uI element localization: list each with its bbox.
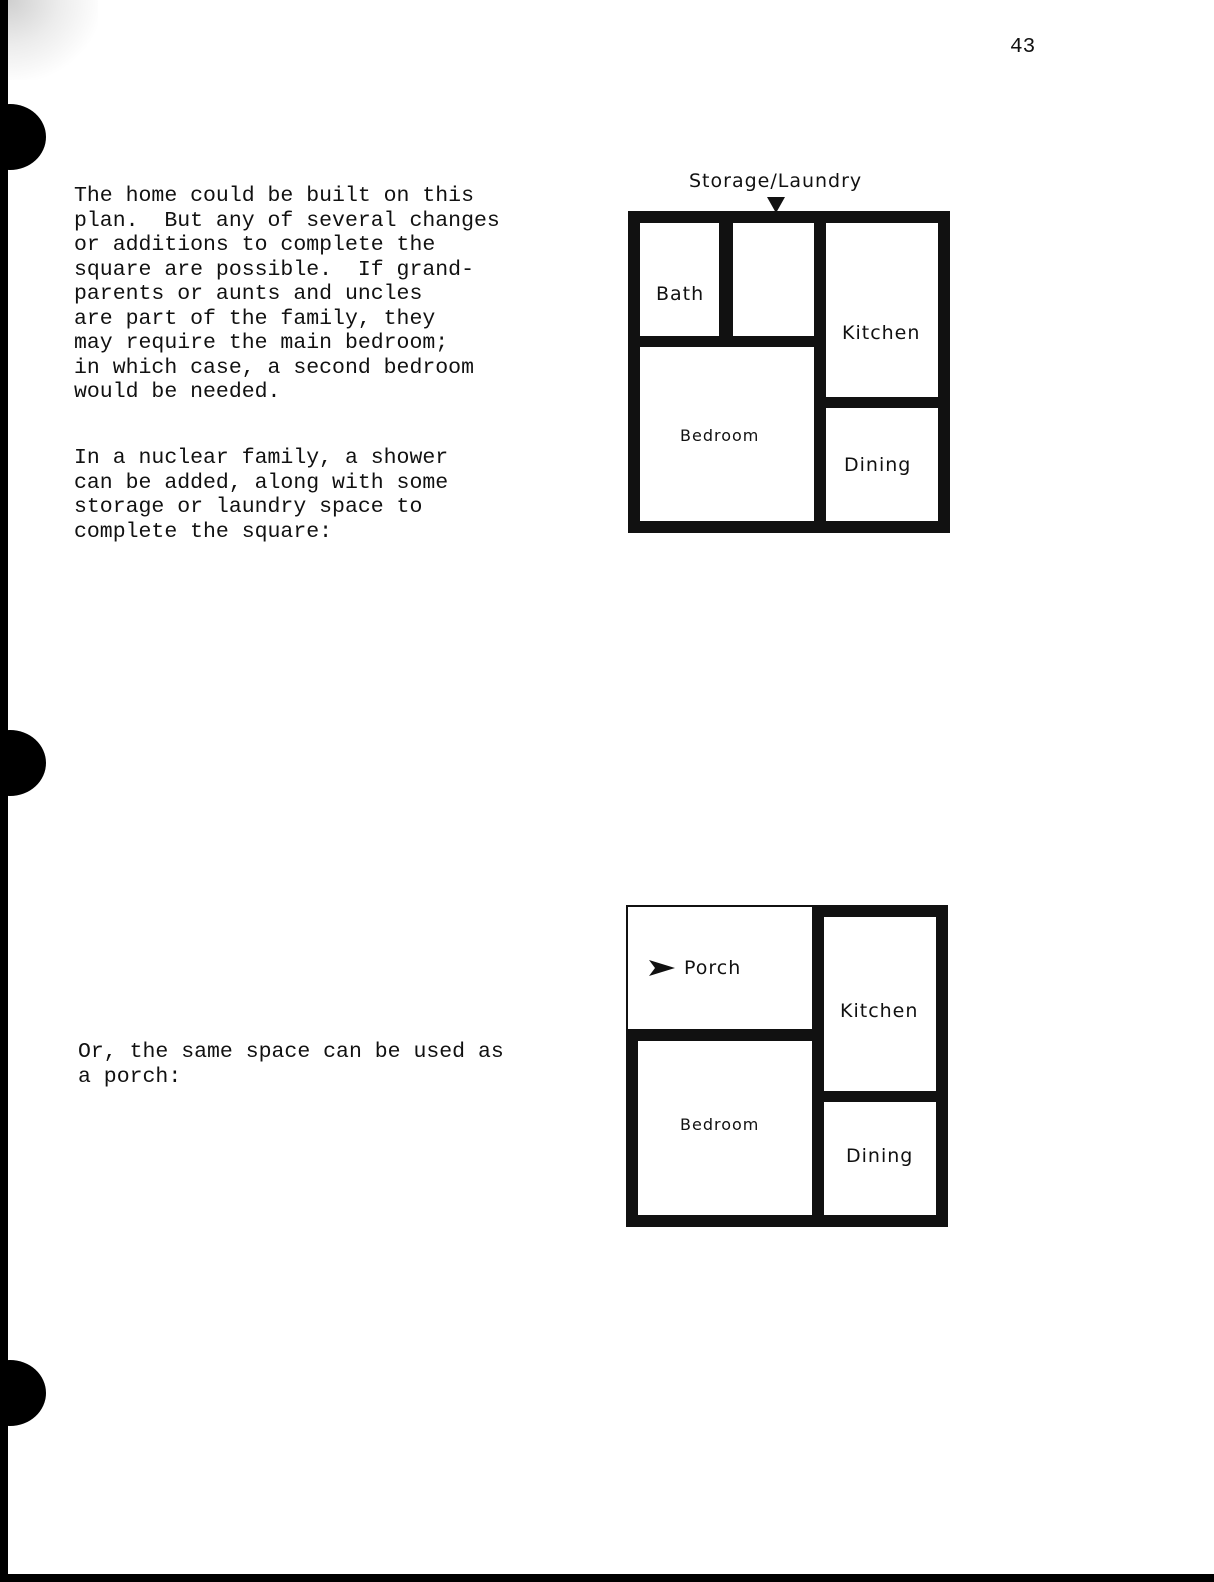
text-line: square are possible. If grand- — [74, 257, 474, 282]
room-label-dining: Dining — [846, 1145, 914, 1167]
floor-plan-porch — [626, 905, 948, 1227]
room-bedroom — [640, 347, 814, 521]
room-kitchen — [824, 917, 936, 1091]
paragraph-1 — [74, 184, 500, 405]
text-line: parents or aunts and uncles — [74, 282, 423, 306]
room-dining — [824, 1102, 936, 1215]
text-line: complete the square: — [74, 519, 333, 544]
text-line: are part of the family, they — [74, 306, 436, 331]
scan-smudge — [8, 0, 98, 80]
room-label-kitchen: Kitchen — [840, 1000, 919, 1022]
room-label-bath: Bath — [656, 283, 705, 305]
paragraph-3 — [78, 1040, 504, 1089]
text-line: plan. But any of several changes — [74, 208, 500, 233]
text-line: can be added, along with some — [74, 470, 449, 495]
text-line: The home could be built on this — [74, 184, 474, 208]
text-line: would be needed. — [74, 380, 281, 404]
room-bath — [640, 223, 719, 336]
room-label-bedroom: Bedroom — [680, 1115, 760, 1134]
text-line: a porch: — [78, 1064, 182, 1089]
room-bedroom — [638, 1041, 812, 1215]
scan-bottom-edge — [0, 1574, 1214, 1582]
binder-hole-middle — [0, 730, 46, 796]
text-line: In a nuclear family, a shower — [74, 446, 449, 470]
text-line: Or, the same space can be used as — [78, 1040, 504, 1064]
binder-hole-top — [0, 104, 46, 170]
text-line: may require the main bedroom; — [74, 331, 449, 355]
room-kitchen — [826, 223, 938, 397]
storage-laundry-label: Storage/Laundry — [689, 170, 863, 192]
room-dining — [826, 408, 938, 521]
floor-plan-storage — [628, 211, 950, 533]
room-storage-laundry — [733, 223, 814, 336]
page-number: 43 — [1010, 36, 1036, 59]
room-label-bedroom: Bedroom — [680, 426, 760, 445]
binder-hole-bottom — [0, 1360, 46, 1426]
text-line: in which case, a second bedroom — [74, 355, 474, 380]
text-line: storage or laundry space to — [74, 495, 423, 519]
right-arrow-icon — [648, 959, 676, 977]
room-label-dining: Dining — [844, 454, 912, 476]
room-label-kitchen: Kitchen — [842, 322, 921, 344]
paragraph-2 — [74, 446, 448, 544]
room-label-porch: Porch — [684, 957, 742, 979]
text-line: or additions to complete the — [74, 233, 436, 257]
room-porch — [628, 907, 812, 1029]
